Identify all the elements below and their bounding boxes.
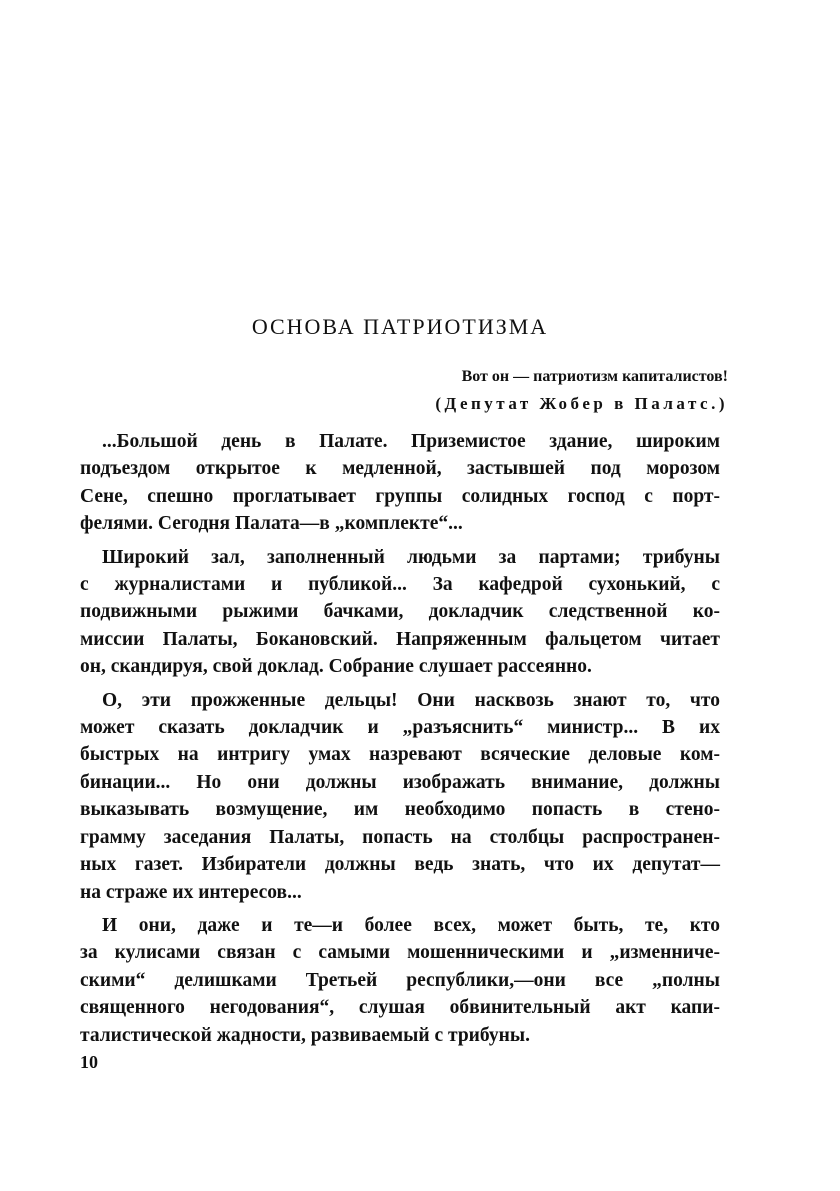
text-line: грамму заседания Палаты, попасть на столбцы распространен- (80, 826, 720, 848)
text-line: фелями. Сегодня Палата—в „комплекте“... (80, 513, 463, 535)
text-line: ных газет. Избиратели должны ведь знать, что их депутат— (80, 854, 720, 876)
paragraph-2 (80, 544, 720, 681)
text-line: И они, даже и те—и более всех, может быть, те, кто (102, 914, 720, 936)
text-line: он, скандируя, свой доклад. Собрание слушает рассеянно. (80, 656, 592, 678)
text-line: выказывать возмущение, им необходимо попасть в стено- (80, 799, 720, 821)
text-line: священного негодования“, слушая обвинительный акт капи- (80, 997, 720, 1019)
text-line: О, эти прожженные дельцы! Они насквозь знают то, что (102, 689, 720, 711)
text-line: за кулисами связан с самыми мошенническими и „изменниче- (80, 942, 720, 964)
text-line: Сене, спешно проглатывает группы солидных господ с порт- (80, 485, 720, 507)
text-line: с журналистами и публикой... За кафедрой сухонький, с (80, 574, 720, 596)
epigraph-source: (Депутат Жобер в Палатс.) (435, 394, 728, 413)
text-line: ...Большой день в Палате. Приземистое здание, широким (102, 431, 720, 452)
text-line: может сказать докладчик и „разъяснить“ министр... В их (80, 717, 720, 739)
text-line: быстрых на интригу умах назревают всяческие деловые ком- (80, 744, 720, 766)
text-line: на страже их интересов... (80, 881, 302, 903)
text-line: Широкий зал, заполненный людьми за партами; трибуны (102, 546, 720, 568)
epigraph-quote: Вот он — патриотизм капиталистов! (461, 368, 728, 385)
text-line: талистической жадности, развиваемый с трибуны. (80, 1024, 530, 1046)
text-line: бинации... Но они должны изображать внимание, должны (80, 771, 720, 793)
chapter-title: ОСНОВА ПАТРИОТИЗМА (251, 314, 549, 339)
paragraph-3 (80, 687, 720, 906)
page-number: 10 (80, 1052, 98, 1072)
epigraph (435, 363, 728, 417)
body-text (80, 428, 720, 1055)
text-line: подвижными рыжими бачками, докладчик следственной ко- (80, 601, 720, 623)
paragraph-4 (80, 912, 720, 1049)
text-line: подъездом открытое к медленной, застывшей под морозом (80, 458, 720, 480)
text-line: миссии Палаты, Бокановский. Напряженным фальцетом читает (80, 628, 720, 650)
text-line: скими“ делишками Третьей республики,—они все „полны (80, 969, 720, 991)
paragraph-1 (80, 428, 720, 538)
